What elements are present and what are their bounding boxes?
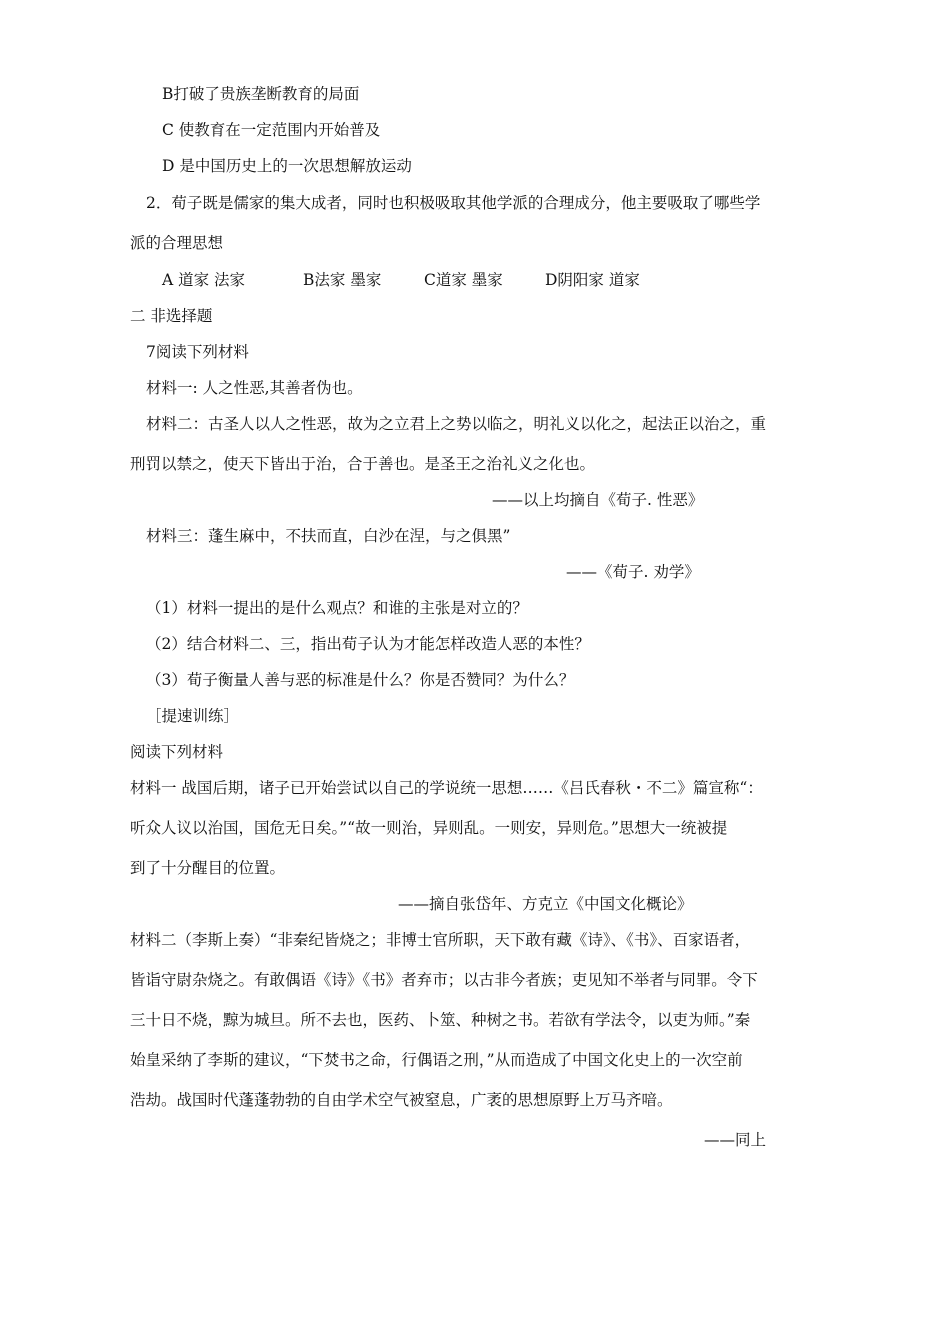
st-material2-line3: 三十日不烧，黥为城旦。所不去也，医药、卜筮、种树之书。若欲有学法令，以吏为师。”秦 [130,1011,751,1029]
subquestion-2: （2）结合材料二、三，指出荀子认为才能怎样改造人恶的本性？ [146,635,590,653]
st-material2-line5: 浩劫。战国时代蓬蓬勃勃的自由学术空气被窒息，广袤的思想原野上万马齐喑。 [130,1091,673,1109]
st-material2-source: ——同上 [704,1131,767,1149]
q2-stem-line1: 2．荀子既是儒家的集大成者，同时也积极吸取其他学派的合理成分，他主要吸取了哪些学 [146,194,761,212]
st-material2-line2: 皆诣守尉杂烧之。有敢偶语《诗》《书》者弃市；以古非今者族；吏见知不举者与同罪。令下 [130,971,758,989]
q2-option-a: A 道家 法家 [162,271,246,289]
st-material1-line1: 材料一 战国后期，诸子已开始尝试以自己的学说统一思想……《吕氏春秋・不二》篇宣称“： [130,779,763,797]
st-material1-line2: 听众人议以治国，国危无日矣。”“故一则治，异则乱。一则安，异则危。”思想大一统被提 [130,819,728,837]
section2-heading: 二 非选择题 [130,307,213,325]
source-xunzi-quanxue: ——《荀子. 劝学》 [566,563,700,581]
material3: 材料三：蓬生麻中，不扶而直，白沙在涅，与之俱黑” [146,527,511,545]
q2-option-c: C道家 墨家 [424,271,503,289]
q1-option-c: C 使教育在一定范围内开始普及 [162,121,381,139]
q2-stem-line2: 派的合理思想 [130,234,224,252]
material1: 材料一: 人之性恶,其善者伪也。 [146,379,363,397]
material2-line2: 刑罚以禁之，使天下皆出于治，合于善也。是圣王之治礼义之化也。 [130,455,596,473]
subquestion-3: （3）荀子衡量人善与恶的标准是什么？你是否赞同？为什么？ [146,671,575,689]
q1-option-b: B打破了贵族垄断教育的局面 [162,85,360,103]
subquestion-1: （1）材料一提出的是什么观点？和谁的主张是对立的？ [146,599,528,617]
q2-option-d: D阴阳家 道家 [545,271,640,289]
material2-line1: 材料二：古圣人以人之性恶，故为之立君上之势以临之，明礼义以化之，起法正以治之，重 [146,415,767,433]
st-material2-line4: 始皇采纳了李斯的建议，“下焚书之命，行偶语之刑，”从而造成了中国文化史上的一次空前 [130,1051,743,1069]
q2-option-b: B法家 墨家 [303,271,382,289]
st-material1-line3: 到了十分醒目的位置。 [130,859,286,877]
st-material1-source: ——摘自张岱年、方克立《中国文化概论》 [398,895,693,913]
source-xunzi-xinge: ——以上均摘自《荀子. 性恶》 [492,491,704,509]
q7-title: 7阅读下列材料 [146,343,249,361]
speed-training-heading: ［提速训练］ [146,707,240,725]
st-material2-line1: 材料二（李斯上奏）“非秦纪皆烧之；非博士官所职，天下敢有藏《诗》、《书》、百家语者， [130,931,751,949]
speed-training-intro: 阅读下列材料 [130,743,224,761]
q1-option-d: D 是中国历史上的一次思想解放运动 [162,157,412,175]
